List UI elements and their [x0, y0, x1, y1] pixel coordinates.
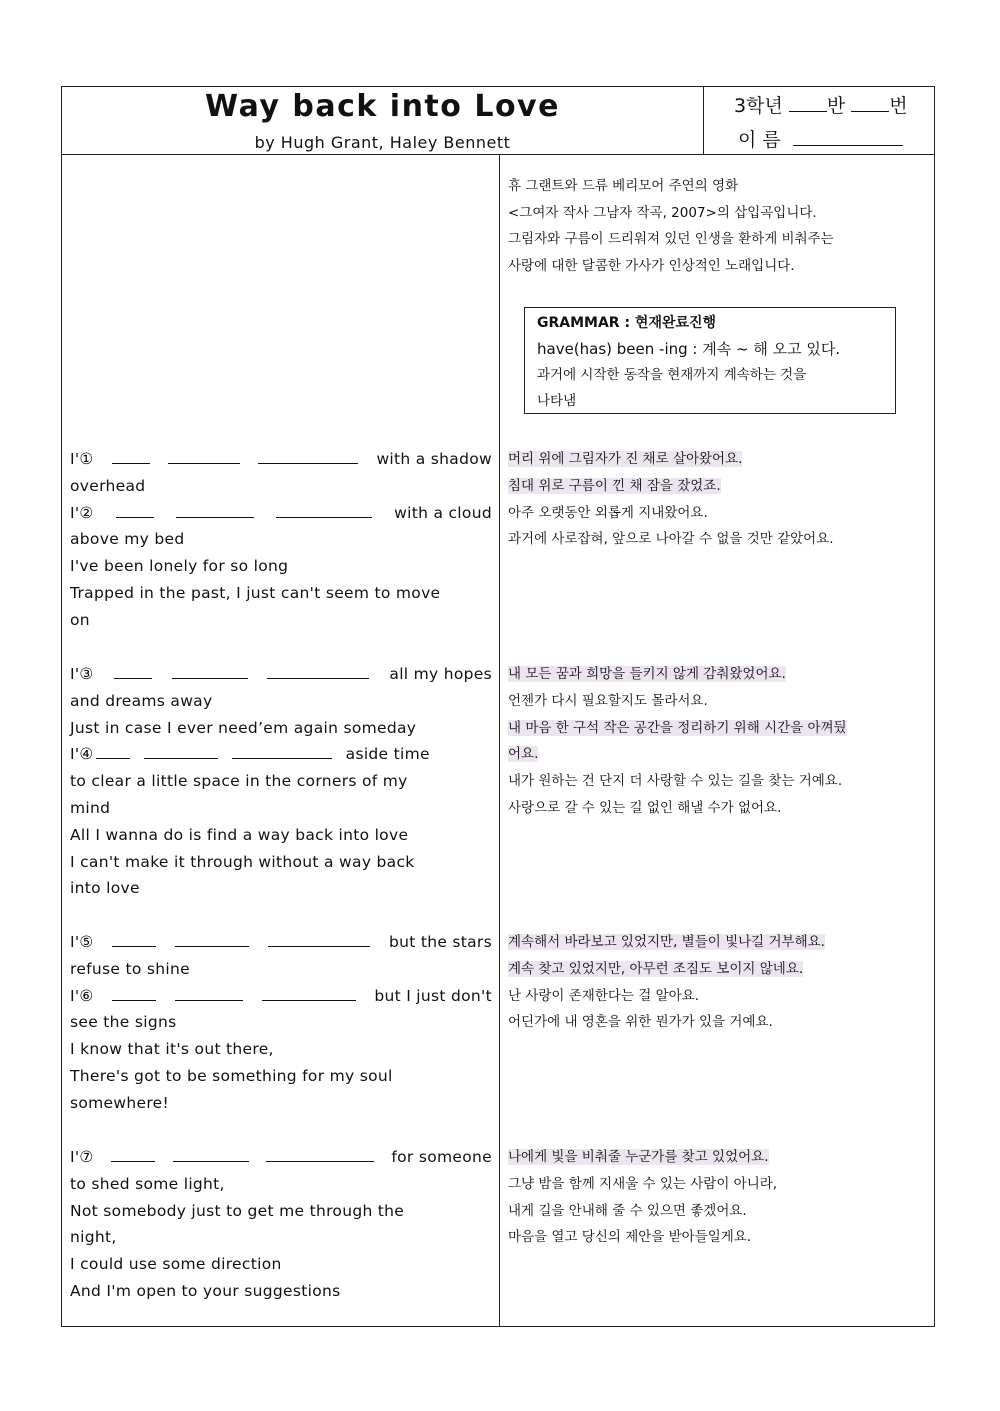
song-artist: by Hugh Grant, Haley Bennett [254, 133, 511, 152]
answer-blank[interactable] [276, 502, 372, 518]
lyric-text: but the stars [388, 933, 492, 951]
intro-line: 그림자와 구름이 드리워져 있던 인생을 환하게 비춰주는 [508, 231, 834, 247]
lyric-line: And I'm open to your suggestions [70, 1281, 341, 1300]
blank-number: I'① [70, 450, 94, 468]
translation-line: 계속 찾고 있었지만, 아무런 조짐도 보이지 않네요. [508, 960, 804, 977]
lyric-line: I know that it's out there, [70, 1040, 274, 1059]
verse-4-translation [508, 1144, 933, 1251]
column-divider [499, 154, 500, 1326]
lyric-line: to shed some light, [70, 1174, 225, 1193]
lyric-line: somewhere! [70, 1093, 170, 1112]
lyric-line [70, 1144, 492, 1171]
name-blank[interactable] [793, 127, 903, 146]
answer-blank[interactable] [258, 448, 358, 464]
translation-line: 내 마음 한 구석 작은 공간을 정리하기 위해 시간을 아껴뒀 [508, 719, 847, 736]
worksheet [61, 86, 935, 1327]
blank-number: I'⑤ [70, 933, 94, 951]
intro-line: 휴 그랜트와 드류 베리모어 주연의 영화 [508, 178, 739, 194]
class-number-line [734, 91, 908, 118]
lyric-line [70, 446, 492, 473]
lyric-line [70, 661, 492, 688]
translation-line: 과거에 사로잡혀, 앞으로 나아갈 수 없을 것만 같았어요. [508, 531, 834, 548]
verse-2-translation [508, 661, 933, 822]
lyric-line: see the signs [70, 1013, 177, 1032]
answer-blank[interactable] [144, 743, 218, 759]
lyric-text: with a shadow [376, 450, 492, 468]
translation-line: 난 사랑이 존재한다는 걸 알아요. [508, 987, 699, 1004]
translation-line: 언젠가 다시 필요할지도 몰라서요. [508, 692, 708, 709]
translation-line: 그냥 밤을 함께 지새울 수 있는 사람이 아니라, [508, 1175, 778, 1192]
blank-number: I'⑥ [70, 986, 94, 1005]
lyric-line [70, 500, 492, 527]
lyric-text: but I just don't [374, 986, 492, 1005]
blank-number: I'⑦ [70, 1148, 94, 1166]
lyric-line: to clear a little space in the corners of my [70, 772, 408, 791]
class-label: 반 [826, 95, 846, 117]
student-info [704, 87, 934, 154]
blank-number: I'④ [70, 745, 94, 764]
translation-line: 사랑으로 갈 수 있는 길 없인 해낼 수가 없어요. [508, 799, 782, 816]
lyric-text: with a cloud [394, 503, 492, 522]
lyric-text: aside time [345, 745, 430, 764]
lyric-line: night, [70, 1228, 117, 1247]
translation-line: 내가 원하는 건 단지 더 사랑할 수 있는 길을 찾는 거예요. [508, 773, 843, 790]
answer-blank[interactable] [112, 448, 150, 464]
lyric-line [70, 983, 492, 1010]
blank-number: I'② [70, 503, 94, 522]
verse-3-translation [508, 929, 933, 1036]
answer-blank[interactable] [172, 663, 248, 679]
answer-blank[interactable] [112, 985, 156, 1001]
answer-blank[interactable] [262, 985, 356, 1001]
translation-line: 어요. [508, 746, 539, 763]
lyric-line: I can't make it through without a way back [70, 852, 415, 871]
lyric-line: above my bed [70, 530, 185, 549]
lyric-line: refuse to shine [70, 959, 190, 978]
translation-line: 어딘가에 내 영혼을 위한 뭔가가 있을 거예요. [508, 1014, 773, 1031]
grammar-title: GRAMMAR : 현재완료진행 [537, 315, 717, 331]
name-line [738, 125, 903, 152]
lyric-line: overhead [70, 476, 146, 495]
lyric-line: Just in case I ever need’em again someday [70, 718, 417, 737]
answer-blank[interactable] [168, 448, 240, 464]
translation-line: 내게 길을 안내해 줄 수 있으면 좋겠어요. [508, 1202, 747, 1219]
intro-line: 사랑에 대한 달콤한 가사가 인상적인 노래입니다. [508, 257, 795, 274]
answer-blank[interactable] [112, 931, 156, 947]
translation-line: 아주 오랫동안 외롭게 지내왔어요. [508, 504, 708, 521]
grammar-formula: have(has) been -ing : 계속 ~ 해 오고 있다. [537, 340, 841, 358]
blank-number: I'③ [70, 665, 94, 683]
grammar-description: 과거에 시작한 동작을 현재까지 계속하는 것을 [537, 367, 807, 383]
answer-blank[interactable] [175, 985, 243, 1001]
lyric-line: Not somebody just to get me through the [70, 1201, 405, 1220]
lyric-line: I've been lonely for so long [70, 557, 289, 576]
lyric-line: on [70, 610, 90, 629]
verse-4-lyrics [70, 1144, 492, 1305]
grammar-box [524, 307, 896, 414]
verse-1-lyrics [70, 446, 492, 634]
answer-blank[interactable] [114, 663, 152, 679]
song-intro [508, 173, 834, 279]
number-blank[interactable] [851, 93, 889, 112]
title-block [62, 87, 704, 154]
translation-line: 머리 위에 그림자가 진 채로 살아왔어요. [508, 451, 743, 467]
lyric-line: mind [70, 798, 111, 817]
class-blank[interactable] [789, 93, 827, 112]
translation-line: 계속해서 바라보고 있었지만, 별들이 빛나길 거부해요. [508, 934, 825, 950]
verse-2-lyrics [70, 661, 492, 902]
answer-blank[interactable] [268, 931, 370, 947]
answer-blank[interactable] [267, 663, 369, 679]
grade-label: 3학년 [734, 95, 783, 117]
answer-blank[interactable] [176, 502, 254, 518]
verse-1-translation [508, 446, 933, 553]
lyric-line: I could use some direction [70, 1255, 282, 1274]
grammar-description: 나타냄 [537, 393, 577, 409]
answer-blank[interactable] [173, 1146, 249, 1162]
translation-line: 침대 위로 구름이 낀 채 잠을 잤었죠. [508, 477, 721, 494]
lyric-text: all my hopes [389, 665, 492, 683]
verse-3-lyrics [70, 929, 492, 1117]
translation-line: 나에게 빛을 비춰줄 누군가를 찾고 있었어요. [508, 1149, 769, 1165]
lyric-line: and dreams away [70, 691, 213, 710]
lyric-line: Trapped in the past, I just can't seem to move [70, 583, 441, 602]
intro-line: <그여자 작사 그남자 작곡, 2007>의 삽입곡입니다. [508, 204, 817, 221]
answer-blank[interactable] [266, 1146, 374, 1162]
number-label: 번 [889, 95, 908, 117]
lyric-line: There's got to be something for my soul [70, 1066, 393, 1085]
worksheet-header [62, 87, 934, 155]
answer-blank[interactable] [175, 931, 249, 947]
answer-blank[interactable] [232, 743, 332, 759]
lyric-text: for someone [391, 1148, 492, 1166]
lyric-line: All I wanna do is find a way back into love [70, 825, 409, 844]
name-label: 이 름 [738, 129, 781, 151]
answer-blank[interactable] [96, 743, 130, 759]
song-title: Way back into Love [205, 89, 560, 124]
translation-line: 내 모든 꿈과 희망을 들키지 않게 감춰왔었어요. [508, 666, 786, 682]
lyric-line: into love [70, 879, 140, 898]
lyric-line [70, 929, 492, 956]
lyric-line [70, 741, 492, 768]
answer-blank[interactable] [111, 1146, 155, 1162]
translation-line: 마음을 열고 당신의 제안을 받아들일게요. [508, 1229, 752, 1246]
answer-blank[interactable] [116, 502, 154, 518]
